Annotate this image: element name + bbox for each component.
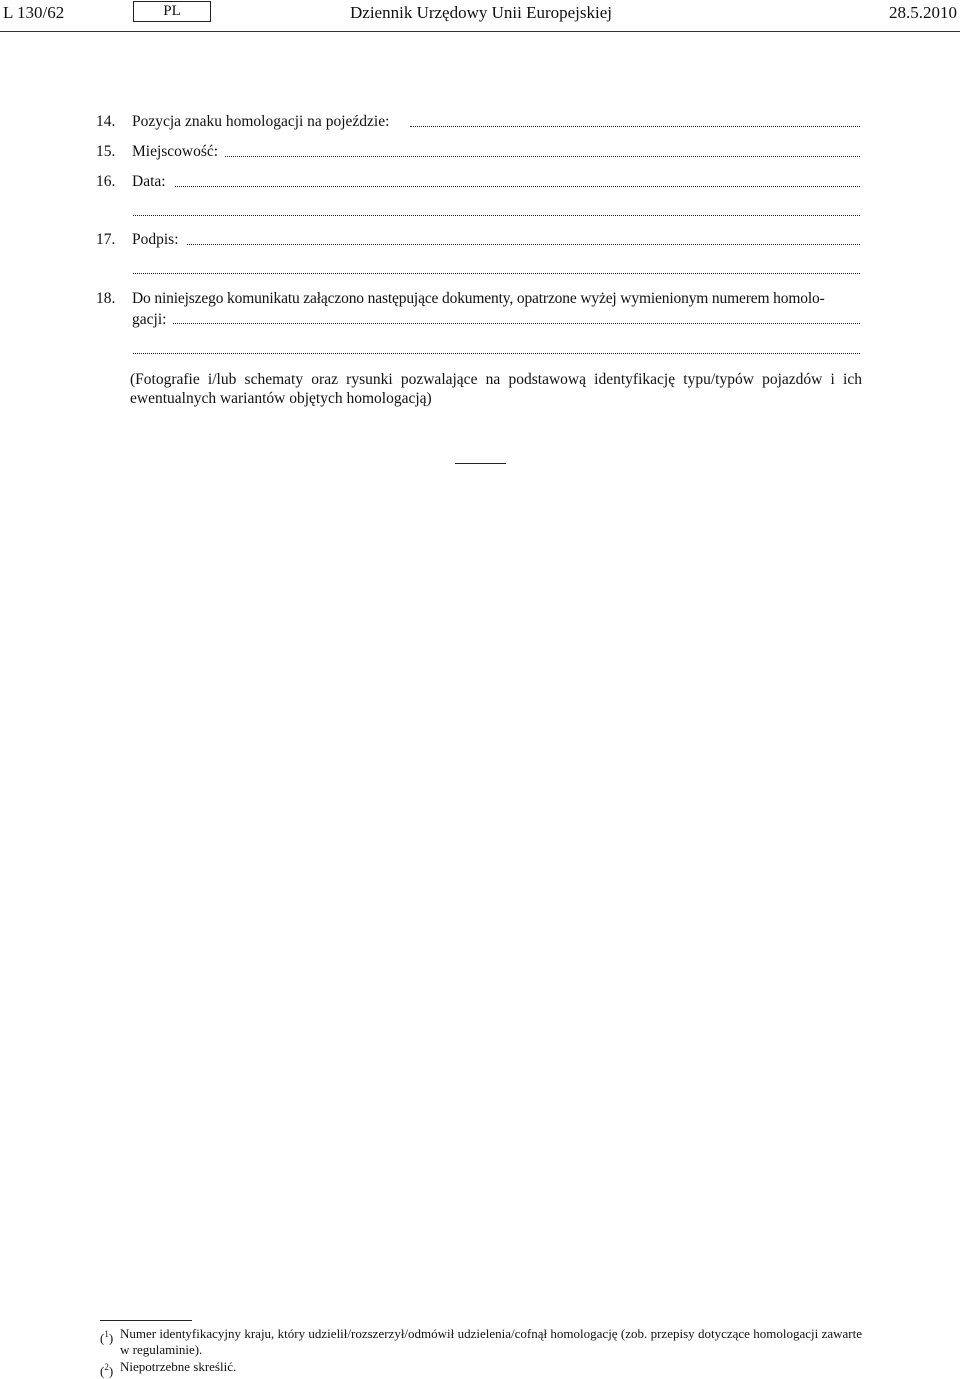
item-label-continuation: gacji: bbox=[132, 311, 167, 328]
fill-in-line[interactable] bbox=[225, 156, 860, 157]
footnote-text: Niepotrzebne skreślić. bbox=[120, 1359, 237, 1374]
item-label: Miejscowość: bbox=[132, 143, 219, 160]
section-separator bbox=[455, 463, 506, 464]
fill-in-line[interactable] bbox=[133, 353, 860, 354]
publication-date: 28.5.2010 bbox=[889, 3, 957, 22]
header-rule bbox=[0, 31, 960, 32]
fill-in-line[interactable] bbox=[410, 126, 860, 127]
attachment-note: (Fotografie i/lub schematy oraz rysunki pozwalające na podstawową identyfikację typu/typów pojazdów i ich ewentualnych wariantów objętych homologacją) bbox=[130, 371, 862, 407]
footnote-text: Numer identyfikacyjny kraju, który udzielił/rozszerzył/odmówił udzielenia/cofnął homologację (zob. przepisy dotyczące homologacji zawarte w regulaminie). bbox=[120, 1326, 862, 1357]
footnote-separator bbox=[100, 1320, 192, 1321]
item-number: 15. bbox=[96, 143, 116, 160]
item-label: Data: bbox=[132, 173, 166, 190]
page-reference: L 130/62 bbox=[3, 3, 65, 22]
fill-in-line[interactable] bbox=[133, 215, 860, 216]
form-item-18-continuation bbox=[132, 311, 166, 329]
fill-in-line[interactable] bbox=[175, 186, 860, 187]
item-label: Pozycja znaku homologacji na pojeździe: bbox=[132, 113, 390, 130]
form-item-17 bbox=[96, 231, 179, 249]
item-number: 14. bbox=[96, 113, 116, 130]
footnote-2 bbox=[100, 1359, 862, 1379]
item-label: Do niniejszego komunikatu załączono następujące dokumenty, opatrzone wyżej wymienionym numerem homolo- bbox=[132, 290, 825, 307]
item-number: 16. bbox=[96, 173, 116, 190]
footnote-marker: ($^1$) bbox=[100, 1329, 114, 1346]
journal-title: Dziennik Urzędowy Unii Europejskiej bbox=[350, 3, 613, 22]
language-code-box: PL bbox=[133, 1, 211, 22]
form-item-18 bbox=[96, 290, 825, 308]
item-number: 17. bbox=[96, 231, 116, 248]
page-header bbox=[0, 0, 960, 32]
footnote-1 bbox=[100, 1326, 862, 1358]
item-label: Podpis: bbox=[132, 231, 179, 248]
footnote-marker: ($^2$) bbox=[100, 1362, 114, 1379]
fill-in-line[interactable] bbox=[187, 244, 860, 245]
item-number: 18. bbox=[96, 290, 116, 307]
form-item-15 bbox=[96, 143, 218, 161]
form-item-14 bbox=[96, 113, 389, 131]
fill-in-line[interactable] bbox=[133, 273, 860, 274]
form-item-16 bbox=[96, 173, 166, 191]
fill-in-line[interactable] bbox=[173, 323, 860, 324]
